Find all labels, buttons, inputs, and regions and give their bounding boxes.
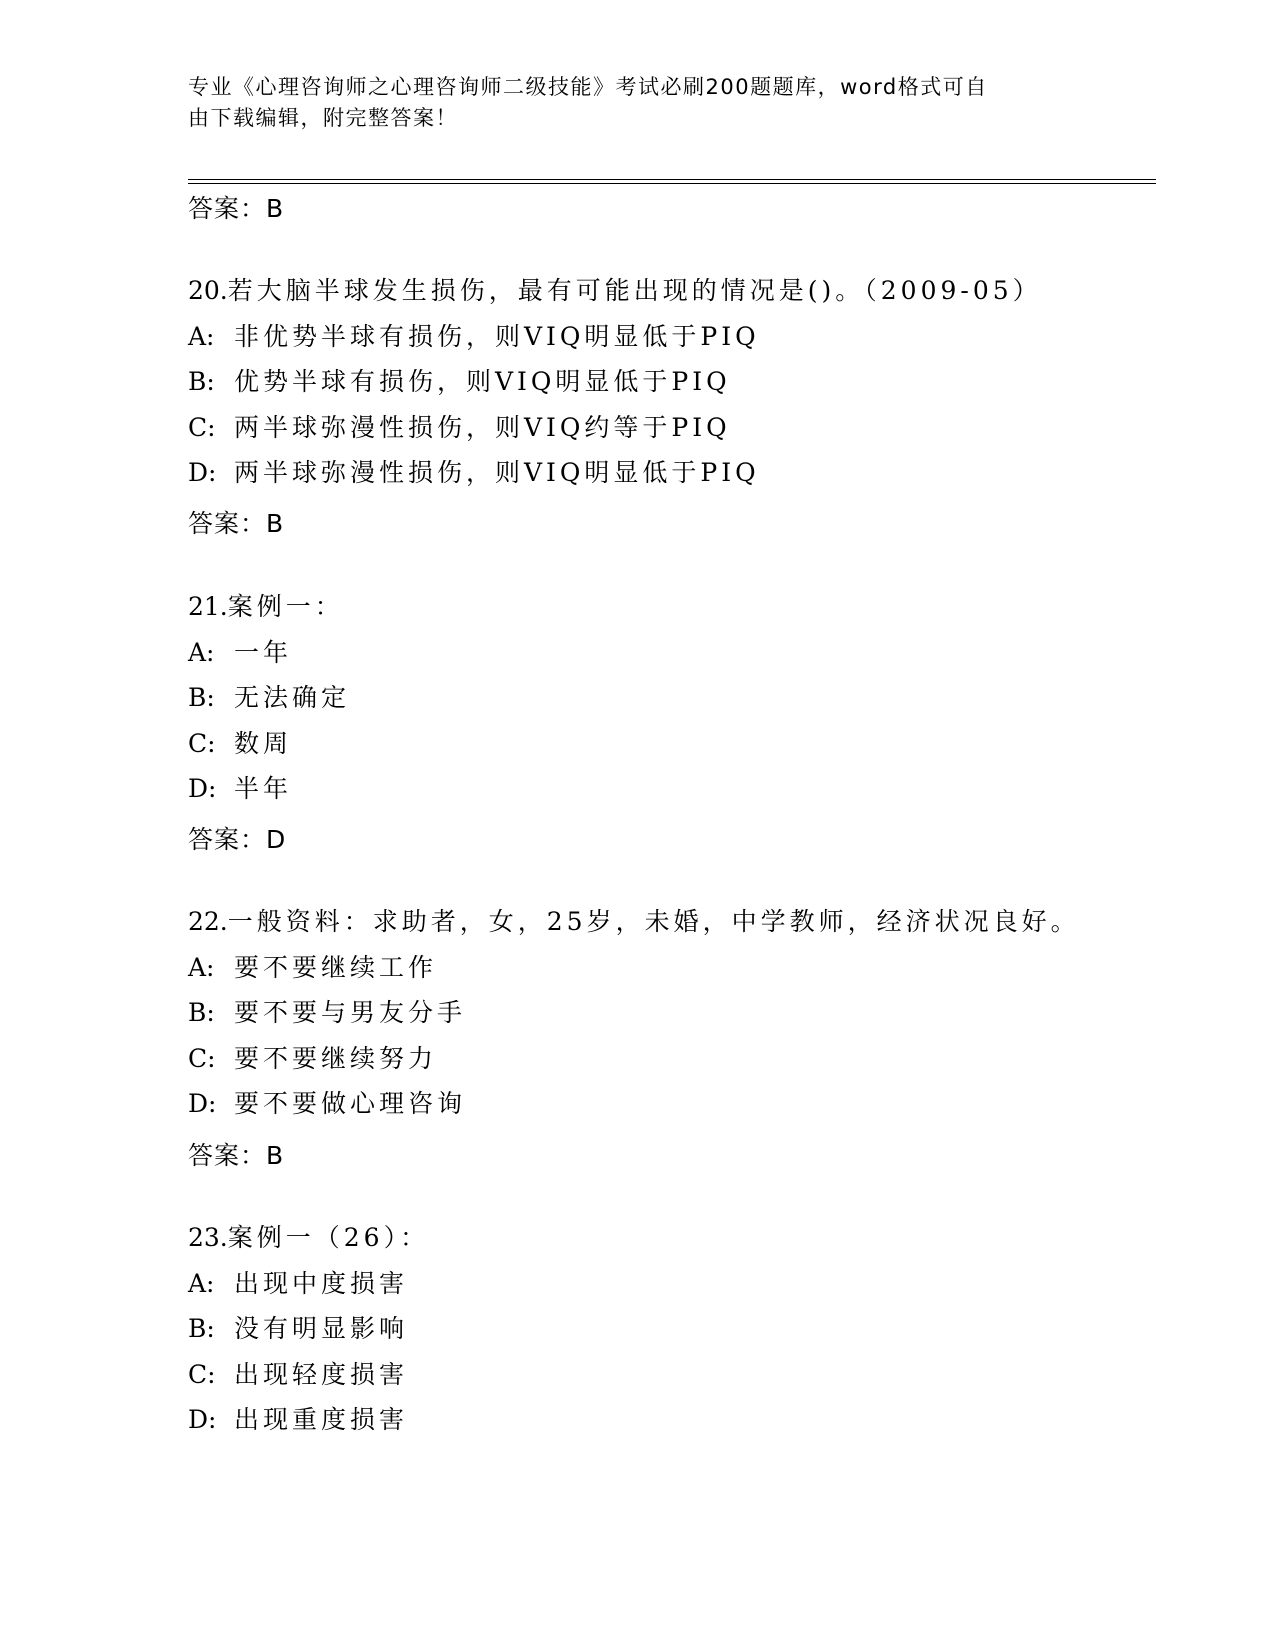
option-label: B: bbox=[188, 998, 215, 1027]
option-text: 两半球弥漫性损伤，则VIQ约等于PIQ bbox=[234, 412, 731, 442]
option-label: B: bbox=[188, 1314, 215, 1343]
question-number: 23. bbox=[188, 1223, 228, 1252]
answer-22: 答案：B bbox=[188, 1141, 285, 1170]
option-label: D: bbox=[188, 774, 217, 803]
option-d bbox=[188, 766, 1148, 812]
question-number: 21. bbox=[188, 592, 228, 621]
option-label: D: bbox=[188, 1405, 217, 1434]
question-stem bbox=[188, 1215, 1148, 1261]
option-label: D: bbox=[188, 1089, 217, 1118]
question-21 bbox=[188, 584, 1148, 812]
option-label: A: bbox=[188, 637, 215, 667]
question-stem bbox=[188, 584, 1148, 630]
question-stem bbox=[188, 899, 1148, 945]
header-divider-bottom bbox=[188, 183, 1156, 184]
question-stem bbox=[188, 268, 1148, 314]
previous-answer: 答案：B bbox=[188, 194, 285, 223]
header-divider-top bbox=[188, 179, 1156, 180]
option-label: A: bbox=[188, 321, 215, 351]
option-text: 要不要与男友分手 bbox=[234, 998, 467, 1027]
question-22 bbox=[188, 899, 1148, 1127]
option-b bbox=[188, 1306, 1148, 1352]
option-c bbox=[188, 1352, 1148, 1398]
option-text: 无法确定 bbox=[234, 683, 351, 712]
option-b bbox=[188, 359, 1148, 405]
option-c bbox=[188, 405, 1148, 451]
answer-21: 答案：D bbox=[188, 825, 287, 854]
option-c bbox=[188, 721, 1148, 767]
option-label: D: bbox=[188, 458, 217, 487]
question-text: 案例一（26）： bbox=[227, 1223, 430, 1252]
option-text: 数周 bbox=[234, 728, 293, 758]
option-a bbox=[188, 945, 1148, 991]
option-a bbox=[188, 1261, 1148, 1307]
option-text: 出现重度损害 bbox=[234, 1405, 409, 1434]
option-d bbox=[188, 1397, 1148, 1443]
question-number: 20. bbox=[188, 276, 228, 305]
option-b bbox=[188, 990, 1148, 1036]
option-text: 要不要继续努力 bbox=[234, 1043, 438, 1073]
option-label: B: bbox=[188, 683, 215, 712]
option-text: 非优势半球有损伤，则VIQ明显低于PIQ bbox=[234, 321, 760, 351]
option-text: 出现轻度损害 bbox=[234, 1359, 409, 1389]
option-text: 要不要做心理咨询 bbox=[234, 1089, 467, 1118]
header-line-2: 由下载编辑，附完整答案！ bbox=[188, 106, 458, 130]
option-text: 没有明显影响 bbox=[234, 1314, 409, 1343]
document-header bbox=[188, 72, 1088, 134]
option-label: C: bbox=[188, 1359, 216, 1389]
question-20 bbox=[188, 268, 1148, 496]
option-label: C: bbox=[188, 728, 216, 758]
option-label: B: bbox=[188, 367, 215, 396]
option-text: 一年 bbox=[234, 637, 293, 667]
option-c bbox=[188, 1036, 1148, 1082]
option-label: C: bbox=[188, 412, 216, 442]
question-text: 一般资料：求助者，女，25岁，未婚，中学教师，经济状况良好。 bbox=[227, 907, 1080, 936]
option-text: 两半球弥漫性损伤，则VIQ明显低于PIQ bbox=[234, 458, 760, 487]
question-number: 22. bbox=[188, 907, 228, 936]
option-label: A: bbox=[188, 1268, 215, 1298]
option-a bbox=[188, 314, 1148, 360]
option-text: 优势半球有损伤，则VIQ明显低于PIQ bbox=[234, 367, 731, 396]
option-text: 出现中度损害 bbox=[234, 1268, 409, 1298]
answer-20: 答案：B bbox=[188, 509, 285, 538]
question-23 bbox=[188, 1215, 1148, 1443]
option-a bbox=[188, 630, 1148, 676]
option-label: C: bbox=[188, 1043, 216, 1073]
option-text: 半年 bbox=[234, 774, 293, 803]
option-label: A: bbox=[188, 952, 215, 982]
option-text: 要不要继续工作 bbox=[234, 952, 438, 982]
question-text: 若大脑半球发生损伤，最有可能出现的情况是()。（2009-05） bbox=[227, 276, 1042, 305]
option-d bbox=[188, 1081, 1148, 1127]
question-text: 案例一： bbox=[227, 592, 344, 621]
option-d bbox=[188, 450, 1148, 496]
option-b bbox=[188, 675, 1148, 721]
header-line-1: 专业《心理咨询师之心理咨询师二级技能》考试必刷200题题库，word格式可自 bbox=[188, 75, 988, 99]
